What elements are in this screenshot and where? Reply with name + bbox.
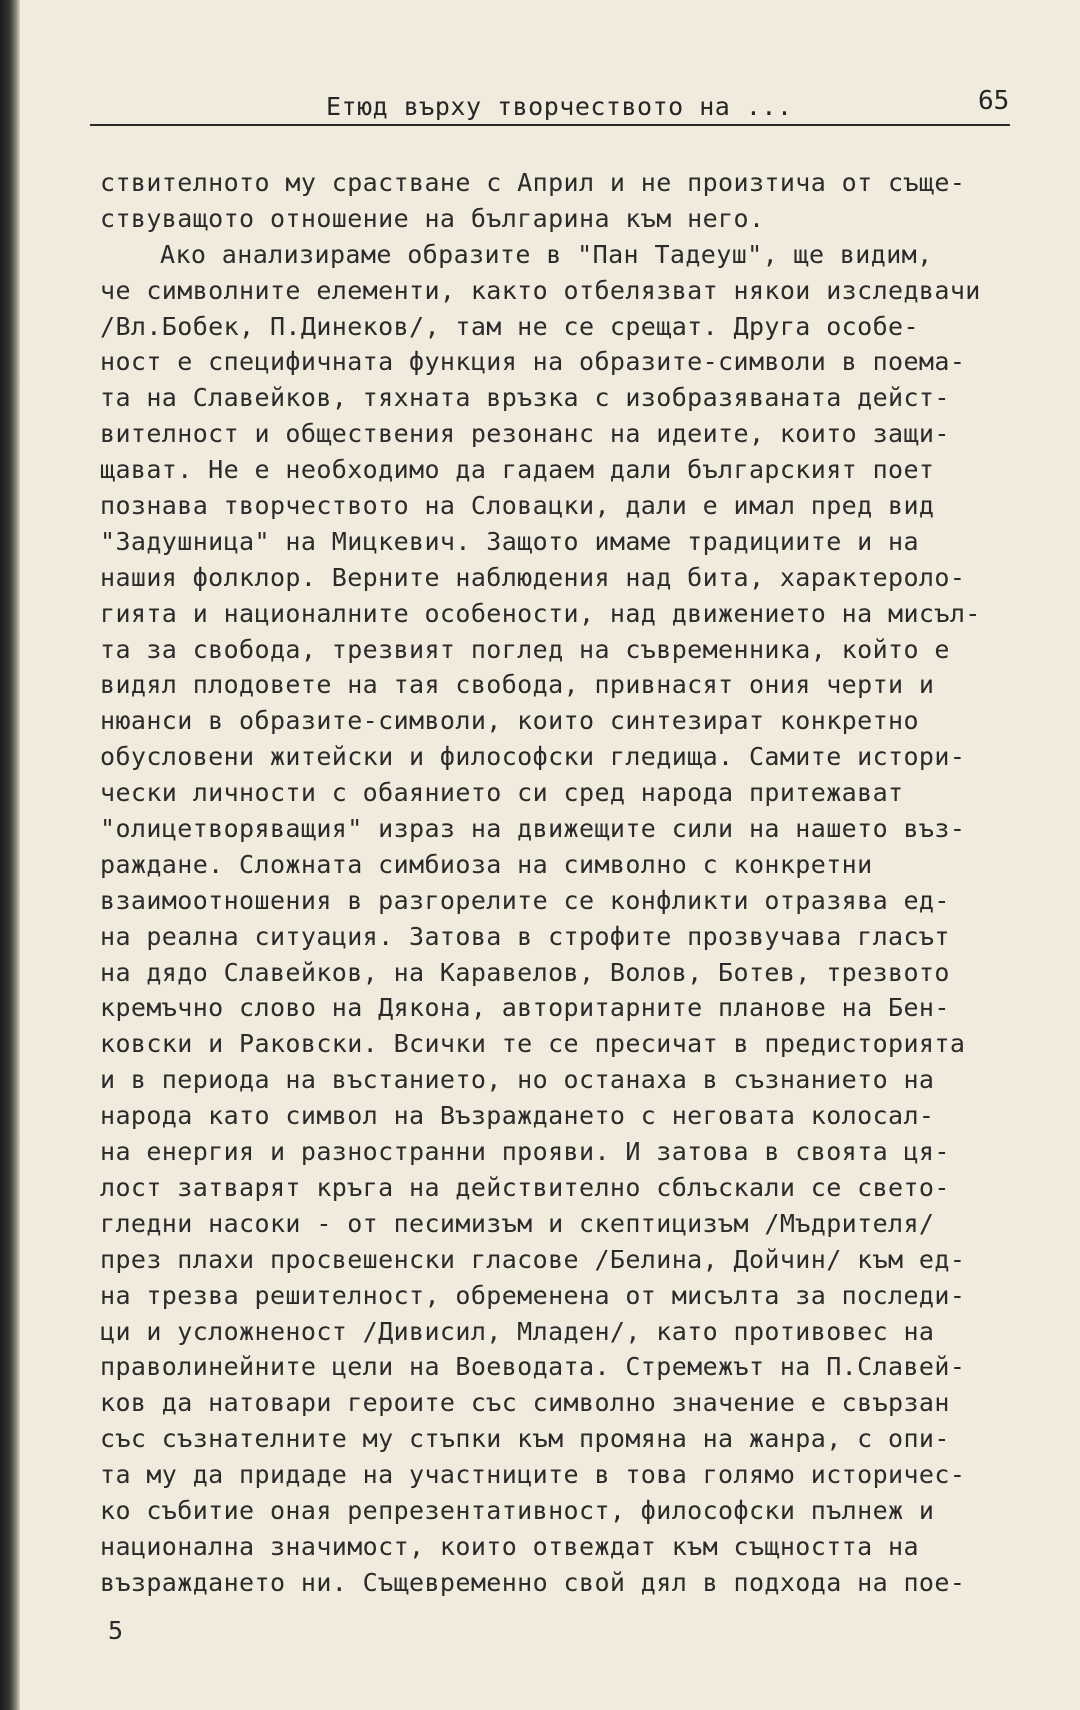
text-line: на реална ситуация. Затова в строфите прозвучава гласът [100, 921, 950, 951]
signature-mark: 5 [108, 1616, 124, 1645]
text-line: ков да натовари героите със символно значение е свързан [100, 1388, 950, 1418]
book-spine-shadow [0, 0, 20, 1710]
text-line: на дядо Славейков, на Каравелов, Волов, Ботев, трезвото [100, 957, 950, 987]
text-line: гията и националните особености, над движението на мисъл- [100, 598, 981, 628]
text-line: "олицетворяващия" израз на движещите сили на нашето въз- [100, 814, 966, 844]
text-line: Ако анализираме образите в "Пан Тадеуш", ще видим, [160, 239, 933, 269]
text-line: познава творчеството на Словацки, дали е имал пред вид [100, 491, 935, 521]
text-line: и в периода на въстанието, но останаха в съзнанието на [100, 1065, 935, 1095]
text-line: през плахи просвешенски гласове /Белина, Дойчин/ към ед- [100, 1244, 966, 1274]
text-line: възраждането ни. Същевременно свой дял в подхода на пое- [100, 1567, 966, 1597]
text-line: "Задушница" на Мицкевич. Защото имаме традициите и на [100, 526, 919, 556]
page-number: 65 [978, 86, 1010, 116]
text-line: праволинейните цели на Воеводата. Стремежът на П.Славей- [100, 1352, 966, 1382]
text-line: на трезва решителност, обременена от мисълта за последи- [100, 1280, 966, 1310]
text-line: та му да придаде на участниците в това голямо историчес- [100, 1460, 966, 1490]
text-line: национална значимост, които отвеждат към същността на [100, 1531, 919, 1561]
text-line: ствителното му срастване с Април и не произтича от съще- [100, 168, 966, 197]
text-line: видял плодовете на тая свобода, привнасят ония черти и [100, 670, 935, 700]
text-line: че символните елементи, както отбелязват някои изследвачи [100, 275, 981, 305]
text-line: та за свобода, трезвият поглед на съвременника, който е [100, 634, 950, 664]
text-line: кремъчно слово на Дякона, авторитарните планове на Бен- [100, 993, 950, 1023]
text-line: ковски и Раковски. Всички те се пресичат в предисторията [100, 1029, 966, 1059]
text-line: чески личности с обаянието си сред народа притежават [100, 778, 904, 808]
text-line: ствуващото отношение на българина към него. [100, 203, 765, 233]
text-line: та на Славейков, тяхната връзка с изобразяваната дейст- [100, 383, 950, 413]
text-line: със съзнателните му стъпки към промяна на жанра, с опи- [100, 1424, 950, 1454]
text-line: народа като символ на Възраждането с неговата колосал- [100, 1101, 935, 1131]
text-line: ци и усложненост /Дивисил, Младен/, като противовес на [100, 1316, 935, 1346]
text-line: нашия фолклор. Верните наблюдения над бита, характероло- [100, 562, 966, 592]
text-line: ко събитие оная репрезентативност, философски пълнеж и [100, 1495, 935, 1525]
header-rule [90, 124, 1010, 126]
page-header [90, 86, 1010, 126]
text-line: щават. Не е необходимо да гадаем дали българският поет [100, 455, 935, 485]
text-line: вителност и обществения резонанс на идеите, които защи- [100, 419, 950, 449]
text-line: ност е специфичната функция на образите-символи в поема- [100, 347, 966, 377]
text-line: взаимоотношения в разгорелите се конфликти отразява ед- [100, 885, 950, 915]
text-line: нюанси в образите-символи, които синтезират конкретно [100, 706, 919, 736]
text-line: лост затварят кръга на действително сблъскали се свето- [100, 1172, 950, 1202]
text-line: /Вл.Бобек, П.Динеков/, там не се срещат. Друга особе- [100, 311, 919, 341]
running-title: Етюд върху творчеството на ... [326, 92, 793, 121]
text-line: гледни насоки - от песимизъм и скептицизъм /Мъдрителя/ [100, 1208, 935, 1238]
text-line: обусловени житейски и философски гледища. Самите истори- [100, 742, 966, 772]
text-line: раждане. Сложната симбиоза на символно с конкретни [100, 849, 873, 879]
body-text [100, 165, 1050, 1601]
text-line: на енергия и разностранни прояви. И затова в своята ця- [100, 1137, 950, 1167]
